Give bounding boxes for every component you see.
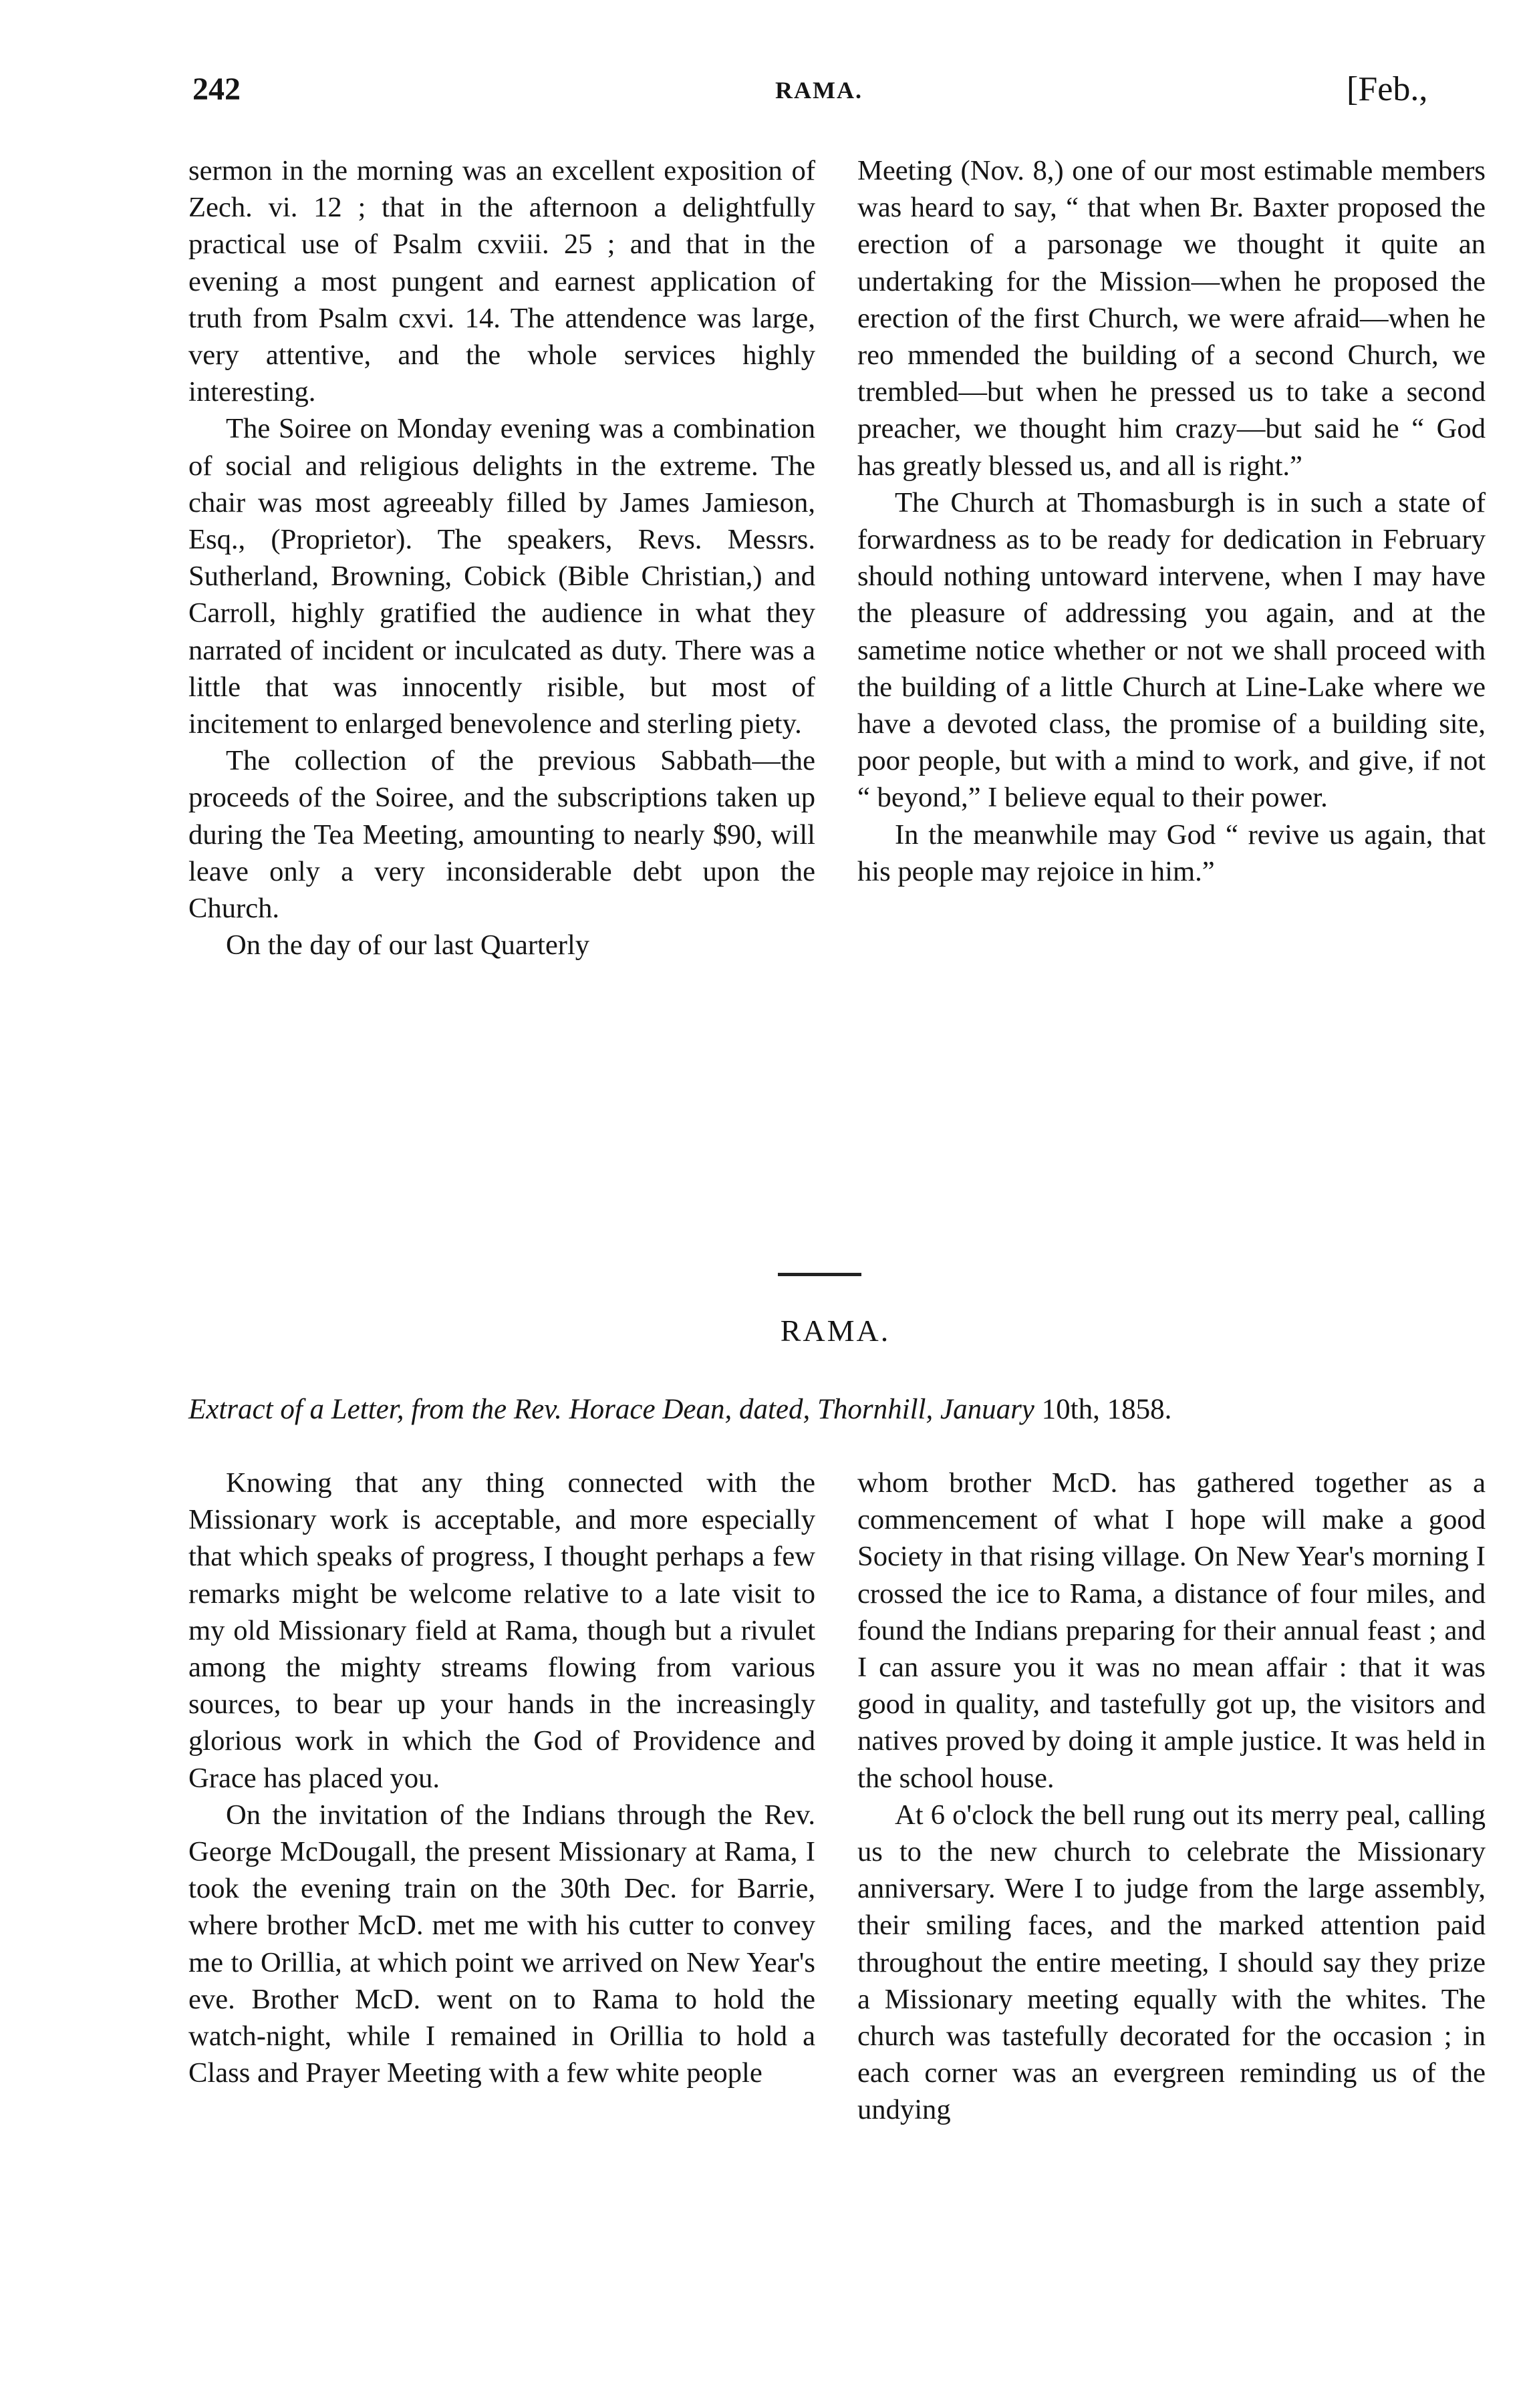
article-subtitle [188, 1393, 1485, 1426]
paragraph: Meeting (Nov. 8,) one of our most estimable members was heard to say, “ that when Br. Baxter proposed the erection of a parsonage we thought it quite an undertaking for the Mission—when he proposed the erection of the first Church, we were afraid—when he reo mmended the building of a second Church, we trembled—but when he pressed us to take a second preacher, we thought him crazy—but said he “ God has greatly blessed us, and all is right.” [857, 155, 1486, 482]
paragraph: At 6 o'clock the bell rung out its merry peal, calling us to the new church to celebrate the Missionary anniversary. Were I to judge from the large assembly, their smiling faces, and the marked attention paid throughout the entire meeting, I should say they prize a Missionary meeting equally with the whites. The church was tastefully decorated for the occasion ; in each corner was an evergreen reminding us of the undying [857, 1799, 1486, 2126]
subtitle-text: Extract of a Letter, from the Rev. Horace Dean, dated, Thornhill, January [188, 1394, 1034, 1425]
paragraph: whom brother McD. has gathered together as a commencement of what I hope will make a good Society in that rising village. On New Year's morning I crossed the ice to Rama, a distance of four miles, and found the Indians preparing for their annual feast ; and I can assure you it was no mean affair : that it was good in quality, and tastefully got up, the visitors and natives proved by doing it ample justice. It was held in the school house. [857, 1467, 1486, 1794]
month-mark: [Feb., [1347, 70, 1428, 108]
paragraph: sermon in the morning was an excellent exposition of Zech. vi. 12 ; that in the afternoon a delightfully practical use of Psalm cxviii. 25 ; and that in the evening a most pungent and earnest application of truth from Psalm cxvi. 14. The attendence was large, very attentive, and the whole services highly interesting. [188, 155, 815, 408]
subtitle-day: 10th, [1041, 1394, 1100, 1425]
page-number: 242 [192, 71, 241, 107]
paragraph: Knowing that any thing connected with the Missionary work is acceptable, and more especially that which speaks of progress, I thought perhaps a few remarks might be welcome relative to a late visit to my old Missionary field at Rama, though but a rivulet among the mighty streams flowing from various sources, to bear up your hands in the increasingly glorious work in which the God of Providence and Grace has placed you. [188, 1467, 815, 1794]
paragraph: The Church at Thomasburgh is in such a state of forwardness as to be ready for dedication in February should nothing untoward intervene, when I may have the pleasure of addressing you again, and at the sametime notice whether or not we shall proceed with the building of a little Church at Line-Lake where we have a devoted class, the promise of a building site, poor people, but with a mind to work, and give, if not “ beyond,” I believe equal to their power. [857, 486, 1486, 814]
article-title: RAMA. [780, 1314, 891, 1348]
running-head: RAMA. [775, 77, 863, 104]
section-divider [778, 1273, 861, 1276]
paragraph: On the invitation of the Indians through the Rev. George McDougall, the present Missionary at Rama, I took the evening train on the 30th Dec. for Barrie, where brother McD. met me with his cutter to convey me to Orillia, at which point we arrived on New Year's eve. Brother McD. went on to Rama to hold the watch-night, while I remained in Orillia to hold a Class and Prayer Meeting with a few white people [188, 1799, 815, 2089]
top-left-column [188, 152, 815, 963]
paragraph: In the meanwhile may God “ revive us again, that his people may rejoice in him.” [857, 818, 1486, 887]
article-right-column [857, 1465, 1486, 2129]
paragraph: The collection of the previous Sabbath—the proceeds of the Soiree, and the subscriptions taken up during the Tea Meeting, amounting to nearly $90, will leave only a very inconsiderable debt upon the Church. [188, 745, 815, 925]
article-left-column [188, 1465, 815, 2091]
paragraph: The Soiree on Monday evening was a combination of social and religious delights in the extreme. The chair was most agreeably filled by James Jamieson, Esq., (Proprietor). The speakers, Revs. Messrs. Sutherland, Browning, Cobick (Bible Christian,) and Carroll, highly gratified the audience in what they narrated of incident or inculcated as duty. There was a little that was innocently risible, but most of incitement to enlarged benevolence and sterling piety. [188, 413, 815, 740]
paragraph: On the day of our last Quarterly [226, 929, 590, 961]
top-right-column [857, 152, 1486, 890]
subtitle-year: 1858. [1107, 1394, 1172, 1425]
